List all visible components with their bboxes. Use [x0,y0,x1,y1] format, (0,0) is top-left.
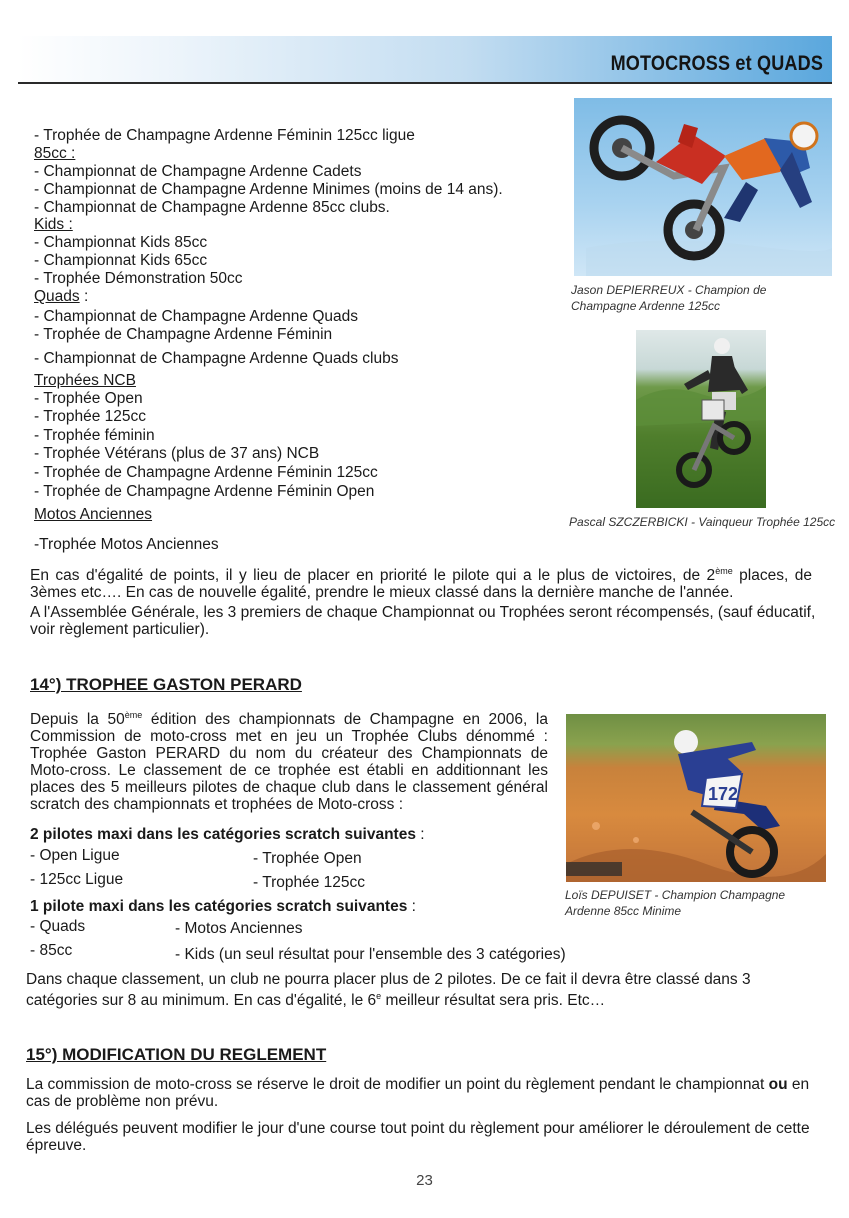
scratch-item: - 125cc Ligue [30,871,124,888]
egalite-sup: ème [715,566,733,576]
quads-label: Quads [34,288,80,305]
scratch-item: - Motos Anciennes [175,920,303,937]
list-heading-anciennes: Motos Anciennes [34,506,153,523]
section-15-title: 15°) MODIFICATION DU REGLEMENT [26,1045,327,1064]
closing-text-a: Dans chaque classement, un club ne pourra placer plus de 2 pilotes. De ce fait il devra être classé dans 3 catégories sur 8 au minimum. En cas d'égalité, le 6 [26,971,751,1010]
list-item: -Trophée Motos Anciennes [34,536,219,553]
modif-bold: ou [768,1076,788,1093]
photo-motocross-corner [566,714,826,882]
list-item: - Trophée Vétérans (plus de 37 ans) NCB [34,445,320,462]
scratch-item: - Kids (un seul résultat pour l'ensemble des 3 catégories) [175,946,566,963]
list-item: - Trophée féminin [34,427,155,444]
closing-sup: e [376,991,382,1001]
one-pilot-title: 1 pilote maxi dans les catégories scratch suivantes [30,898,408,915]
caption-photo-1: Jason DEPIERREUX - Champion de Champagne Ardenne 125cc [571,283,767,313]
section-15-paragraph-1 [26,1076,816,1110]
list-item: - Championnat de Champagne Ardenne Quads clubs [34,350,399,367]
page-number: 23 [416,1172,433,1189]
section-15-paragraph-2: Les délégués peuvent modifier le jour d'une course tout point du règlement pour améliorer le déroulement de cette épreuve. [26,1120,810,1154]
quads-colon: : [79,288,89,305]
intro-text-a: Depuis la 50 [30,711,125,729]
one-pilot-colon: : [407,898,416,915]
caption-photo-2: Pascal SZCZERBICKI - Vainqueur Trophée 125cc [569,515,836,529]
list-heading-85cc: 85cc : [34,145,76,162]
list-item: - Trophée de Champagne Ardenne Féminin 125cc ligue [34,127,415,144]
photo-motocross-jump-1 [574,98,832,276]
two-pilots-colon: : [415,826,425,843]
egalite-text-a: En cas d'égalité de points, il y lieu de placer en priorité le pilote qui a le plus de victoires, de 2 [30,567,716,585]
list-item: - Trophée Démonstration 50cc [34,270,243,287]
list-item: - Trophée de Champagne Ardenne Féminin 125cc [34,464,378,481]
two-pilots-title: 2 pilotes maxi dans les catégories scratch suivantes [30,826,416,843]
egalite-text-b: places, de 3èmes etc…. En cas de nouvelle égalité, prendre le mieux classé dans la dernière manche de l'année. [30,567,812,602]
scratch-item: - Trophée 125cc [253,874,366,891]
scratch-item: - Quads [30,918,86,935]
intro-text-b: édition des championnats de Champagne en 2006, la Commission de moto-cross met en jeu un Trophée Clubs dénommé : Trophée Gaston PERARD du nom du créateur des Championnats de Moto-cross. Le classement de ce trophée est établi en additionnant les places des 5 meilleurs pilotes de chaque club dans le classement général scratch des championnats et trophées de Moto-cross : [30,711,548,814]
list-heading-quads [34,288,88,306]
list-heading-ncb: Trophées NCB [34,372,136,389]
list-item: - Championnat Kids 65cc [34,252,208,269]
header-rule [18,82,832,84]
caption-photo-3: Loïs DEPUISET - Champion Champagne Ardenne 85cc Minime [565,888,786,918]
list-item: - Trophée de Champagne Ardenne Féminin [34,326,333,343]
scratch-item: - Trophée Open [253,850,362,867]
modif-text-a: La commission de moto-cross se réserve le droit de modifier un point du règlement pendant le championnat [26,1076,769,1093]
list-heading-kids: Kids : [34,216,73,233]
section-14-closing [26,971,818,1009]
bike-number-plate: 172 [708,784,739,804]
page-header-title: MOTOCROSS et QUADS [610,52,823,75]
two-pilots-heading [30,826,425,844]
list-item: - Championnat de Champagne Ardenne 85cc clubs. [34,199,390,216]
closing-text-b: meilleur résultat sera pris. Etc… [381,992,606,1010]
list-item: - Championnat de Champagne Ardenne Quads [34,308,358,325]
one-pilot-heading [30,898,416,916]
list-item: - Championnat de Champagne Ardenne Minimes (moins de 14 ans). [34,181,503,198]
list-item: - Trophée 125cc [34,408,147,425]
paragraph-egalite [30,563,812,601]
paragraph-assemblee: A l'Assemblée Générale, les 3 premiers de chaque Championnat ou Trophées seront récompensés, (sauf éducatif, voir règlement particulier). [30,604,816,638]
section-14-intro [30,707,548,813]
modif-text-b: en cas de problème non prévu. [26,1076,810,1110]
photo-motocross-jump-2 [636,330,766,508]
list-item: - Championnat de Champagne Ardenne Cadets [34,163,362,180]
list-item: - Trophée de Champagne Ardenne Féminin Open [34,483,375,500]
list-item: - Championnat Kids 85cc [34,234,208,251]
intro-sup: ème [124,710,143,720]
list-item: - Trophée Open [34,390,143,407]
section-14-title: 14°) TROPHEE GASTON PERARD [30,675,302,694]
scratch-item: - Open Ligue [30,847,120,864]
scratch-item: - 85cc [30,942,73,959]
